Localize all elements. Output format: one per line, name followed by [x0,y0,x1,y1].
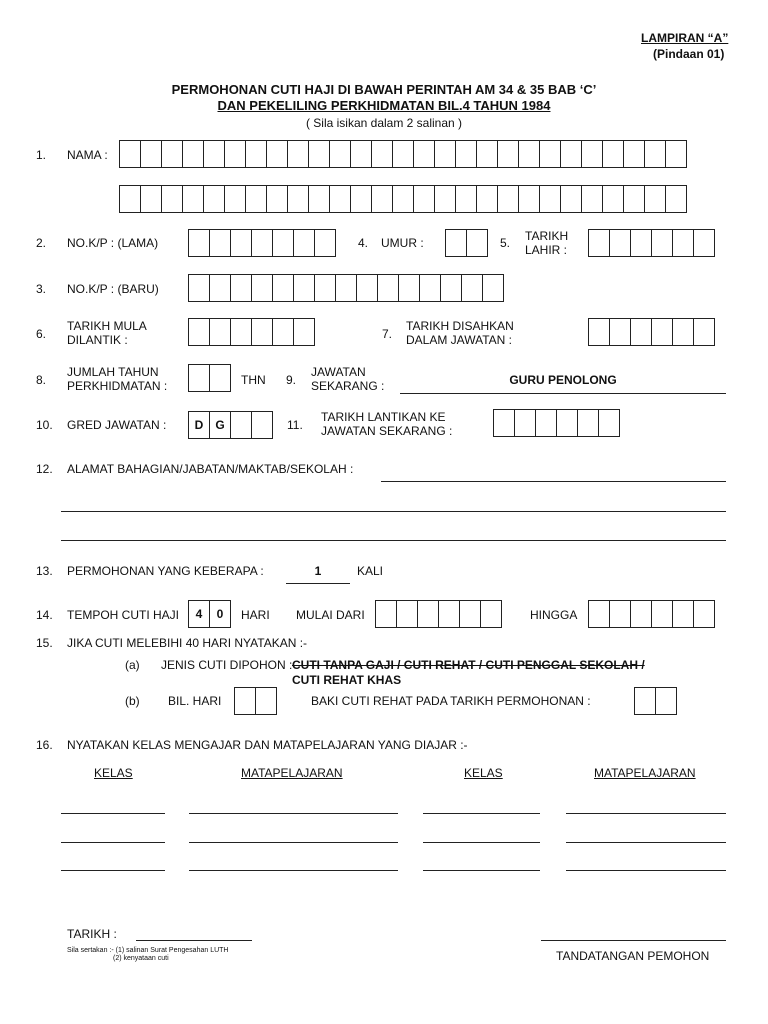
jumlah-tahun-label-line-2: PERKHIDMATAN : [67,379,168,393]
permohonan-label: PERMOHONAN YANG KEBERAPA : [67,564,264,578]
tarikh-lahir-label-line-1: TARIKH [525,229,569,243]
permohonan-underline [286,583,350,584]
alamat-line-1[interactable] [381,481,726,482]
mulai-label: MULAI DARI [296,608,365,622]
melebihi-label: JIKA CUTI MELEBIHI 40 HARI NYATAKAN :- [67,636,308,650]
baki-cuti-boxes[interactable] [635,687,677,715]
lampiran-label: LAMPIRAN “A” [641,31,729,45]
tarikh-line[interactable] [136,940,252,941]
jawatan-label-line-1: JAWATAN [311,365,366,379]
matapelajaran-header-1: MATAPELAJARAN [241,766,343,780]
matapelajaran-line[interactable] [566,813,726,814]
form-subtitle: ( Sila isikan dalam 2 salinan ) [305,116,463,130]
jumlah-tahun-label [67,365,167,393]
permohonan-unit: KALI [357,564,384,578]
field-number-4: 4. [358,236,369,250]
matapelajaran-line[interactable] [566,842,726,843]
alamat-line-3[interactable] [61,540,726,541]
gred-cell[interactable] [251,411,273,439]
mulai-boxes[interactable] [376,600,502,628]
tarikh-disahkan-label-line-2: DALAM JAWATAN : [406,333,513,347]
field-number-13: 13. [36,564,53,578]
tarikh-mula-boxes[interactable] [189,318,315,346]
umur-label: UMUR : [381,236,424,250]
jawatan-label [311,365,384,393]
tarikh-lantikan-label-line-2: JAWATAN SEKARANG : [321,424,453,438]
bil-hari-label: BIL. HARI [168,694,222,708]
pindaan-label: (Pindaan 01) [653,47,725,61]
field-number-14: 14. [36,608,53,622]
kelas-header-1: KELAS [94,766,133,780]
field-number-1: 1. [36,148,47,162]
matapelajaran-line[interactable] [189,842,398,843]
tandatangan-label: TANDATANGAN PEMOHON [556,949,710,963]
kelas-line[interactable] [61,842,165,843]
tarikh-lahir-label [525,229,568,257]
tempoh-unit: HARI [241,608,270,622]
kelas-line[interactable] [61,870,165,871]
hingga-boxes[interactable] [589,600,715,628]
jenis-label: JENIS CUTI DIPOHON : [161,658,293,672]
jumlah-tahun-boxes[interactable] [189,364,231,392]
matapelajaran-line[interactable] [189,870,398,871]
tarikh-lantikan-label-line-1: TARIKH LANTIKAN KE [321,410,446,424]
tarikh-disahkan-label [406,319,514,347]
alamat-label: ALAMAT BAHAGIAN/JABATAN/MAKTAB/SEKOLAH : [67,462,354,476]
tempoh-cell[interactable]: 4 [188,600,210,628]
attachment-note-1: Sila sertakan :- (1) salinan Surat Pengesahan LUTH [67,947,229,954]
field-number-9: 9. [286,373,297,387]
jawatan-underline [400,393,726,394]
tarikh-mula-label-line-1: TARIKH MULA [67,319,147,333]
tarikh-disahkan-boxes[interactable] [589,318,715,346]
matapelajaran-line[interactable] [566,870,726,871]
nokp-baru-boxes[interactable] [189,274,504,302]
jenis-options-line-2: CUTI REHAT KHAS [292,673,402,687]
field-number-5: 5. [500,236,511,250]
field-number-8: 8. [36,373,47,387]
jawatan-value[interactable]: GURU PENOLONG [509,373,617,387]
jumlah-tahun-label-line-1: JUMLAH TAHUN [67,365,159,379]
alamat-line-2[interactable] [61,511,726,512]
nokp-lama-label: NO.K/P : (LAMA) [67,236,159,250]
tarikh-lahir-label-line-2: LAHIR : [525,243,568,257]
field-number-10: 10. [36,418,53,432]
tarikh-label: TARIKH : [67,927,117,941]
gred-cell[interactable]: D [188,411,210,439]
jawatan-label-line-2: SEKARANG : [311,379,385,393]
kelas-line[interactable] [423,870,540,871]
field-number-7: 7. [382,327,393,341]
hingga-label: HINGGA [530,608,578,622]
matapelajaran-header-2: MATAPELAJARAN [594,766,696,780]
bil-hari-number: (b) [125,694,140,708]
bil-hari-boxes[interactable] [235,687,277,715]
field-number-15: 15. [36,636,53,650]
tarikh-mula-label [67,319,147,347]
tarikh-lantikan-label [321,410,452,438]
kelas-header-2: KELAS [464,766,503,780]
gred-label: GRED JAWATAN : [67,418,167,432]
tarikh-lantikan-boxes[interactable] [494,409,620,437]
jenis-number: (a) [125,658,140,672]
tarikh-lahir-boxes[interactable] [589,229,715,257]
tarikh-mula-label-line-2: DILANTIK : [67,333,128,347]
field-number-16: 16. [36,738,53,752]
kelas-line[interactable] [61,813,165,814]
umur-boxes[interactable] [446,229,488,257]
nokp-lama-boxes[interactable] [189,229,336,257]
gred-cell[interactable]: G [209,411,231,439]
field-number-3: 3. [36,282,47,296]
tempoh-cell[interactable]: 0 [209,600,231,628]
field-number-6: 6. [36,327,47,341]
nama-label: NAMA : [67,148,108,162]
form-title-line-2: DAN PEKELILING PERKHIDMATAN BIL.4 TAHUN 1984 [217,98,551,113]
tempoh-boxes[interactable] [189,600,231,628]
kelas-label: NYATAKAN KELAS MENGAJAR DAN MATAPELAJARAN YANG DIAJAR :- [67,738,468,752]
gred-cell[interactable] [230,411,252,439]
permohonan-value[interactable]: 1 [314,564,322,578]
matapelajaran-line[interactable] [189,813,398,814]
nokp-baru-label: NO.K/P : (BARU) [67,282,159,296]
signature-line[interactable] [541,940,726,941]
baki-cuti-label: BAKI CUTI REHAT PADA TARIKH PERMOHONAN : [311,694,591,708]
kelas-line[interactable] [423,842,540,843]
tarikh-disahkan-label-line-1: TARIKH DISAHKAN [406,319,514,333]
form-title-line-1: PERMOHONAN CUTI HAJI DI BAWAH PERINTAH AM 34 & 35 BAB ‘C’ [171,82,597,97]
field-number-11: 11. [287,418,303,432]
tempoh-label: TEMPOH CUTI HAJI [67,608,180,622]
nama-boxes-row-1[interactable] [120,140,687,168]
field-number-2: 2. [36,236,47,250]
kelas-line[interactable] [423,813,540,814]
jumlah-tahun-unit: THN [241,373,266,387]
attachment-note-2: (2) kenyataan cuti [113,955,169,962]
gred-boxes[interactable] [189,411,273,439]
nama-boxes-row-2[interactable] [120,185,687,213]
jenis-options-line-1: CUTI TANPA GAJI / CUTI REHAT / CUTI PENGGAL SEKOLAH / [292,658,645,672]
field-number-12: 12. [36,462,53,476]
